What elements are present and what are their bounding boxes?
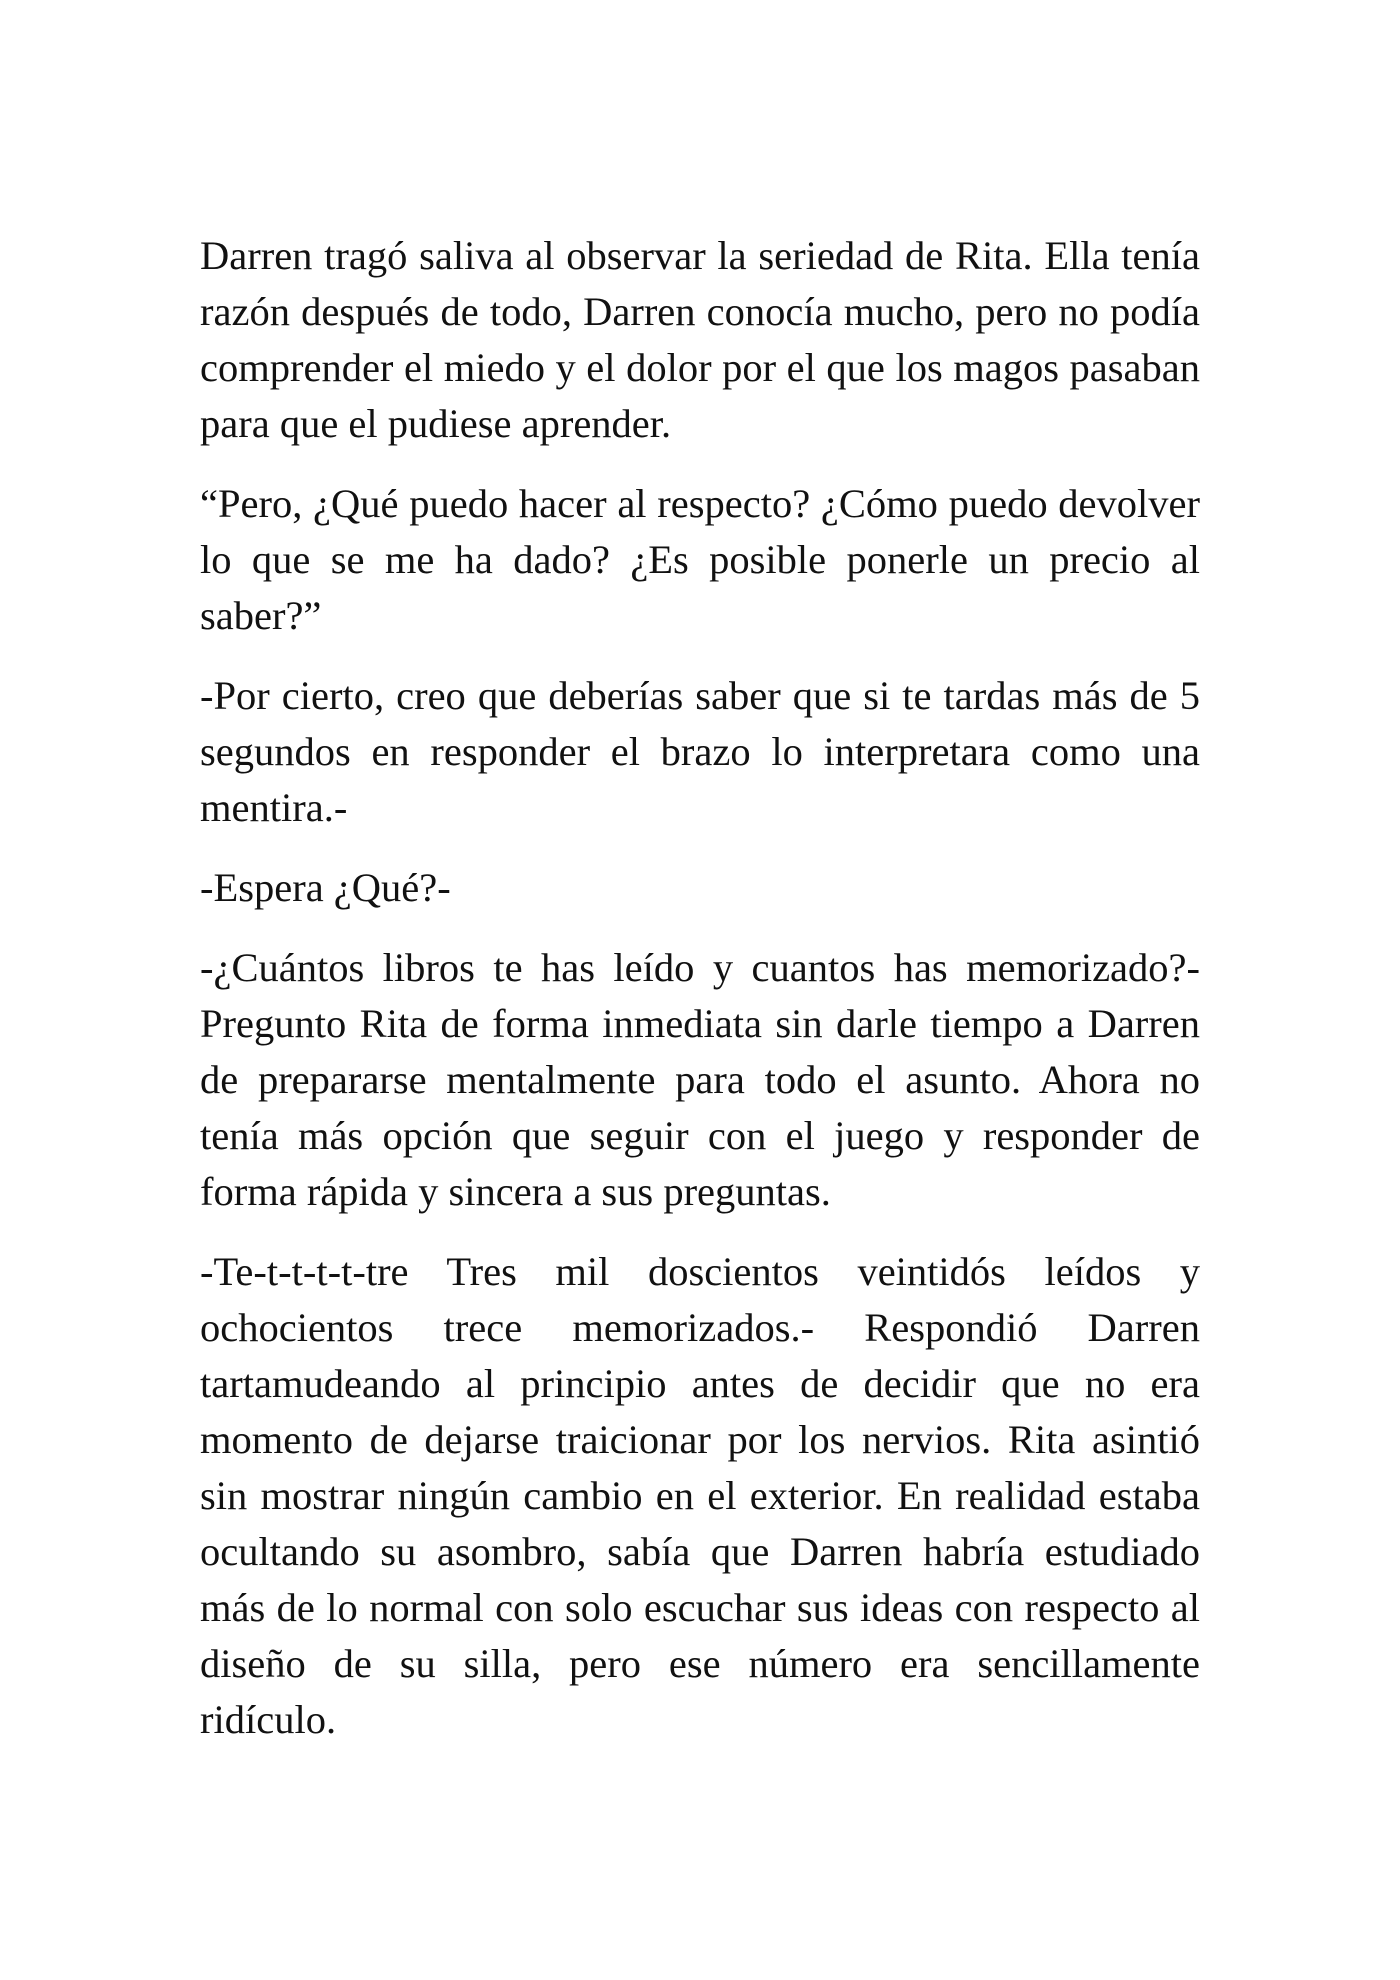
paragraph-6: -Te-t-t-t-t-tre Tres mil doscientos veintidós leídos y ochocientos trece memorizados.- Respondió Darren tartamudeando al principio antes de decidir que no era momento de dejarse traicionar por los nervios. Rita asintió sin mostrar ningún cambio en el exterior. En realidad estaba ocultando su asombro, sabía que Darren habría estudiado más de lo normal con solo escuchar sus ideas con respecto al diseño de su silla, pero ese número era sencillamente ridículo. xyxy=(200,1249,1200,1742)
paragraph-4: -Espera ¿Qué?- xyxy=(200,865,451,910)
paragraph-3: -Por cierto, creo que deberías saber que si te tardas más de 5 segundos en responder el brazo lo interpretara como una mentira.- xyxy=(200,673,1200,830)
paragraph-1: Darren tragó saliva al observar la seriedad de Rita. Ella tenía razón después de todo, Darren conocía mucho, pero no podía comprender el miedo y el dolor por el que los magos pasaban para que el pudiese aprender. xyxy=(200,233,1200,446)
paragraph-5: -¿Cuántos libros te has leído y cuantos has memorizado?- Pregunto Rita de forma inmediata sin darle tiempo a Darren de prepararse mentalmente para todo el asunto. Ahora no tenía más opción que seguir con el juego y responder de forma rápida y sincera a sus preguntas. xyxy=(200,945,1200,1214)
body-text xyxy=(200,228,1200,1772)
paragraph-2: “Pero, ¿Qué puedo hacer al respecto? ¿Cómo puedo devolver lo que se me ha dado? ¿Es posible ponerle un precio al saber?” xyxy=(200,481,1200,638)
